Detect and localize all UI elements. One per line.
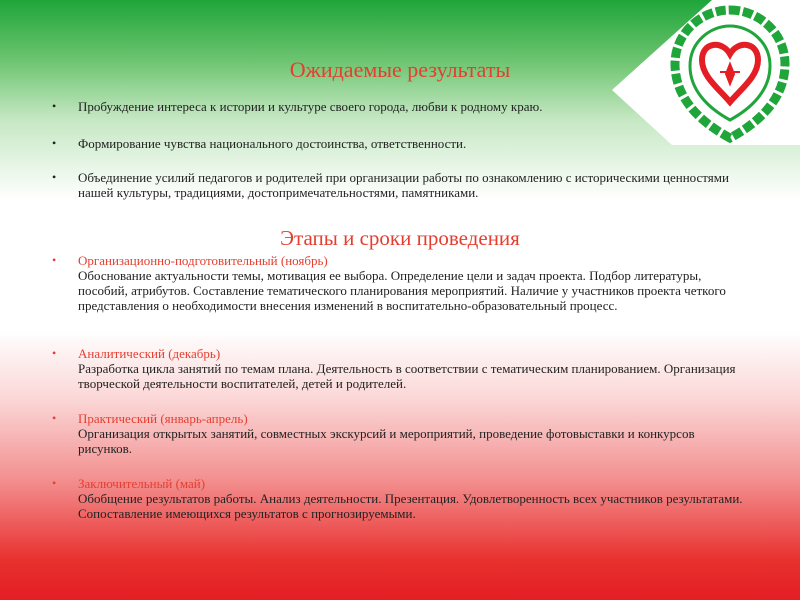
bullet: •	[52, 170, 57, 184]
list-item-text: Формирование чувства национального достоинства, ответственности.	[78, 136, 467, 151]
stage-text: Организация открытых занятий, совместных экскурсий и мероприятий, проведение фотовыставки и конкурсов рисунков.	[78, 426, 695, 456]
stage-title: Заключительный (май)	[78, 476, 206, 491]
stage-text: Разработка цикла занятий по темам плана. Деятельность в соответствии с тематическим планированием. Организация творческой деятельности воспитателей, детей и родителей.	[78, 361, 736, 391]
list-item-text: Объединение усилий педагогов и родителей при организации работы по ознакомлению с историческими ценностями нашей культуры, традициями, достопримечательностями, памятниками.	[78, 170, 729, 200]
stage-title: Аналитический (декабрь)	[78, 346, 221, 361]
stage-title: Организационно-подготовительный (ноябрь)	[78, 253, 328, 268]
list-item-text: Пробуждение интереса к истории и культуре своего города, любви к родному краю.	[78, 99, 543, 114]
bullet: •	[52, 136, 57, 150]
bullet: •	[52, 253, 57, 267]
expected-results-title: Ожидаемые результаты	[289, 57, 511, 82]
stage-text: Обобщение результатов работы. Анализ деятельности. Презентация. Удовлетворенность всех участников результатами. Сопоставление имеющихся результатов с прогнозируемыми.	[78, 491, 743, 521]
stage-title: Практический (январь-апрель)	[78, 411, 248, 426]
bullet: •	[52, 99, 57, 113]
bullet: •	[52, 346, 57, 360]
stages-title: Этапы и сроки проведения	[280, 226, 520, 250]
bullet: •	[52, 411, 57, 425]
bullet: •	[52, 476, 57, 490]
stage-text: Обоснование актуальности темы, мотивация ее выбора. Определение цели и задач проекта. Подбор литературы, пособий, атрибутов. Составление тематического планирования мероприятий. Наличие у участников проекта четкого представления о необходимости внесения изменений в воспитательно-образовательный процесс.	[78, 268, 726, 313]
